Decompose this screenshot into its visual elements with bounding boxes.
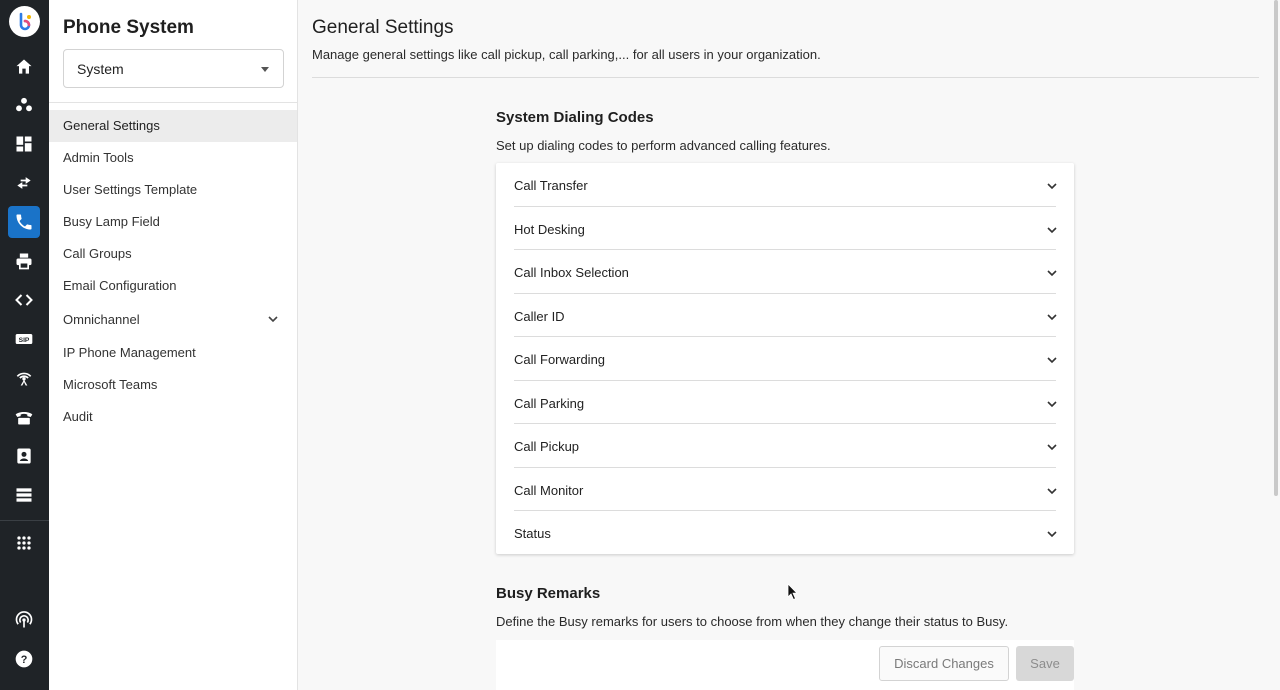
server-icon[interactable] (8, 479, 40, 511)
sidebar-title: Phone System (63, 17, 194, 38)
svg-text:?: ? (20, 654, 28, 667)
chevron-down-icon (1046, 398, 1058, 410)
busy-remarks-title: Busy Remarks (496, 585, 601, 602)
discard-changes-button[interactable]: Discard Changes (879, 646, 1009, 681)
home-icon[interactable] (8, 51, 40, 83)
accordion-call-transfer[interactable]: Call Transfer (514, 163, 1056, 207)
sidebar-nav (49, 110, 297, 433)
scope-select[interactable] (63, 49, 284, 88)
caret-down-icon (261, 67, 269, 72)
accordion-call-pickup[interactable]: Call Pickup (514, 424, 1056, 468)
contact-card-icon[interactable] (8, 440, 40, 472)
logo-icon[interactable] (9, 6, 40, 37)
accordion-call-inbox-selection[interactable]: Call Inbox Selection (514, 250, 1056, 294)
code-icon[interactable] (8, 284, 40, 316)
antenna-icon[interactable] (8, 362, 40, 394)
accordion-call-forwarding[interactable]: Call Forwarding (514, 337, 1056, 381)
chevron-down-icon (1046, 528, 1058, 540)
chevron-down-icon (1046, 354, 1058, 366)
accordion-status[interactable]: Status (514, 511, 1056, 555)
page-title: General Settings (312, 17, 454, 38)
accordion-call-monitor[interactable]: Call Monitor (514, 468, 1056, 512)
svg-text:SIP: SIP (18, 336, 30, 344)
transfer-icon[interactable] (8, 167, 40, 199)
help-icon[interactable] (8, 643, 40, 675)
sidebar-item-admin-tools[interactable]: Admin Tools (63, 150, 134, 165)
dialing-codes-title: System Dialing Codes (496, 109, 654, 126)
chevron-down-icon (267, 313, 279, 325)
sidebar-item-busy-lamp-field[interactable]: Busy Lamp Field (63, 214, 160, 229)
sidebar-divider (49, 102, 297, 103)
sidebar-item-general-settings[interactable]: General Settings (49, 110, 297, 142)
printer-icon[interactable] (8, 245, 40, 277)
mouse-cursor-icon (787, 583, 799, 601)
main-content (298, 0, 1280, 690)
sidebar-item-omnichannel[interactable]: Omnichannel (49, 302, 297, 337)
chevron-down-icon (1046, 485, 1058, 497)
sidebar-item-email-configuration[interactable]: Email Configuration (63, 278, 177, 293)
dialing-codes-description: Set up dialing codes to perform advanced calling features. (496, 138, 831, 153)
dashboard-icon[interactable] (8, 128, 40, 160)
phone-icon[interactable] (8, 206, 40, 238)
header-divider (312, 77, 1259, 78)
chevron-down-icon (1046, 441, 1058, 453)
dialing-codes-card (496, 163, 1074, 554)
scope-select-value: System (77, 61, 124, 77)
app-rail (0, 0, 49, 690)
chevron-down-icon (1046, 267, 1058, 279)
rail-divider (0, 520, 49, 521)
sip-icon[interactable] (8, 323, 40, 355)
page-description: Manage general settings like call pickup, call parking,... for all users in your organization. (312, 47, 821, 62)
chevron-down-icon (1046, 311, 1058, 323)
settings-sidebar (49, 0, 298, 690)
apps-grid-icon[interactable] (8, 527, 40, 559)
broadcast-icon[interactable] (8, 604, 40, 636)
accordion-hot-desking[interactable]: Hot Desking (514, 207, 1056, 251)
desk-phone-icon[interactable] (8, 401, 40, 433)
accordion-call-parking[interactable]: Call Parking (514, 381, 1056, 425)
sidebar-item-audit[interactable]: Audit (63, 409, 93, 424)
busy-remarks-description: Define the Busy remarks for users to choose from when they change their status to Busy. (496, 614, 1009, 629)
sidebar-item-call-groups[interactable]: Call Groups (63, 246, 132, 261)
users-icon[interactable] (8, 89, 40, 121)
accordion-caller-id[interactable]: Caller ID (514, 294, 1056, 338)
page-scrollbar[interactable] (1274, 0, 1278, 496)
chevron-down-icon (1046, 180, 1058, 192)
sidebar-item-microsoft-teams[interactable]: Microsoft Teams (63, 377, 158, 392)
chevron-down-icon (1046, 224, 1058, 236)
save-button[interactable]: Save (1016, 646, 1074, 681)
sidebar-item-user-settings-template[interactable]: User Settings Template (63, 182, 198, 197)
sidebar-item-ip-phone-management[interactable]: IP Phone Management (63, 345, 196, 360)
